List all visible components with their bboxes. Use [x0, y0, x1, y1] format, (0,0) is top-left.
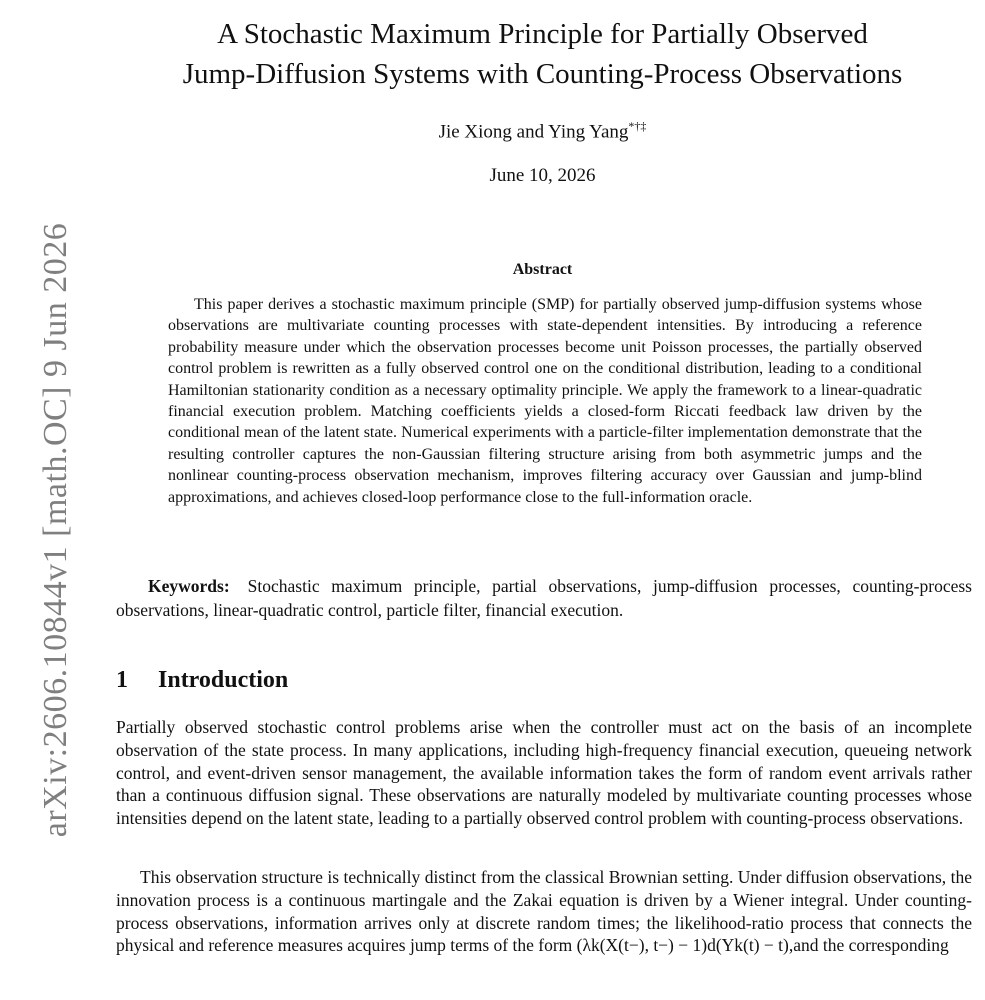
- author-line: [100, 119, 985, 143]
- section-number: 1: [116, 667, 128, 693]
- section-heading-introduction: [116, 667, 288, 694]
- paper-date: June 10, 2026: [489, 165, 596, 186]
- section-title: Introduction: [158, 667, 289, 693]
- keywords-paragraph: [116, 574, 972, 622]
- paper-title: [100, 14, 985, 94]
- keywords-label: Keywords:: [148, 576, 230, 596]
- abstract-heading: Abstract: [512, 261, 573, 278]
- arxiv-identifier-stamp: arXiv:2606.10844v1 [math.OC] 9 Jun 2026: [37, 222, 74, 838]
- title-line-2: Jump-Diffusion Systems with Counting-Process Observations: [182, 58, 903, 90]
- title-line-1: A Stochastic Maximum Principle for Partially Observed: [217, 18, 868, 50]
- keywords-list: Stochastic maximum principle, partial observations, jump-diffusion processes, counting-process observations, linear-quadratic control, particle filter, financial execution.: [116, 576, 972, 620]
- author-names: Jie Xiong and Ying Yang: [438, 121, 629, 143]
- abstract-body: This paper derives a stochastic maximum principle (SMP) for partially observed jump-diffusion systems whose observations are multivariate counting processes with state-dependent intensities. By introducing a reference probability measure under which the observation processes become unit Poisson processes, the partially observed control problem is rewritten as a fully observed control one on the conditional distribution, leading to a conditional Hamiltonian stationarity condition as a necessary optimality principle. We apply the framework to a linear-quadratic financial execution problem. Matching coefficients yields a closed-form Riccati feedback law driven by the conditional mean of the latent state. Numerical experiments with a particle-filter implementation demonstrate that the resulting controller captures the non-Gaussian filtering structure arising from both asymmetric jumps and the nonlinear counting-process observation mechanism, improves filtering accuracy over Gaussian and jump-blind approximations, and achieves closed-loop performance close to the full-information oracle.: [168, 296, 922, 506]
- intro-paragraph-2: This observation structure is technically distinct from the classical Brownian setting. Under diffusion observations, the innovation process is a continuous martingale and the Zakai equation is driven by a Wiener integral. Under counting-process observations, information arrives only at discrete random times; the likelihood-ratio process that connects the physical and reference measures acquires jump terms of the form (λk(X(t−), t−) − 1)d(Yk(t) − t),and the corresponding: [116, 867, 972, 956]
- intro-paragraph-1: Partially observed stochastic control problems arise when the controller must act on the basis of an incomplete observation of the state process. In many applications, including high-frequency financial execution, queueing network control, and event-driven sensor management, the available information takes the form of random event arrivals rather than a continuous diffusion signal. These observations are naturally modeled by multivariate counting processes whose intensities depend on the latent state, leading to a partially observed control problem with counting-process observations.: [116, 717, 972, 829]
- author-footnote-marks: *†‡: [628, 119, 647, 133]
